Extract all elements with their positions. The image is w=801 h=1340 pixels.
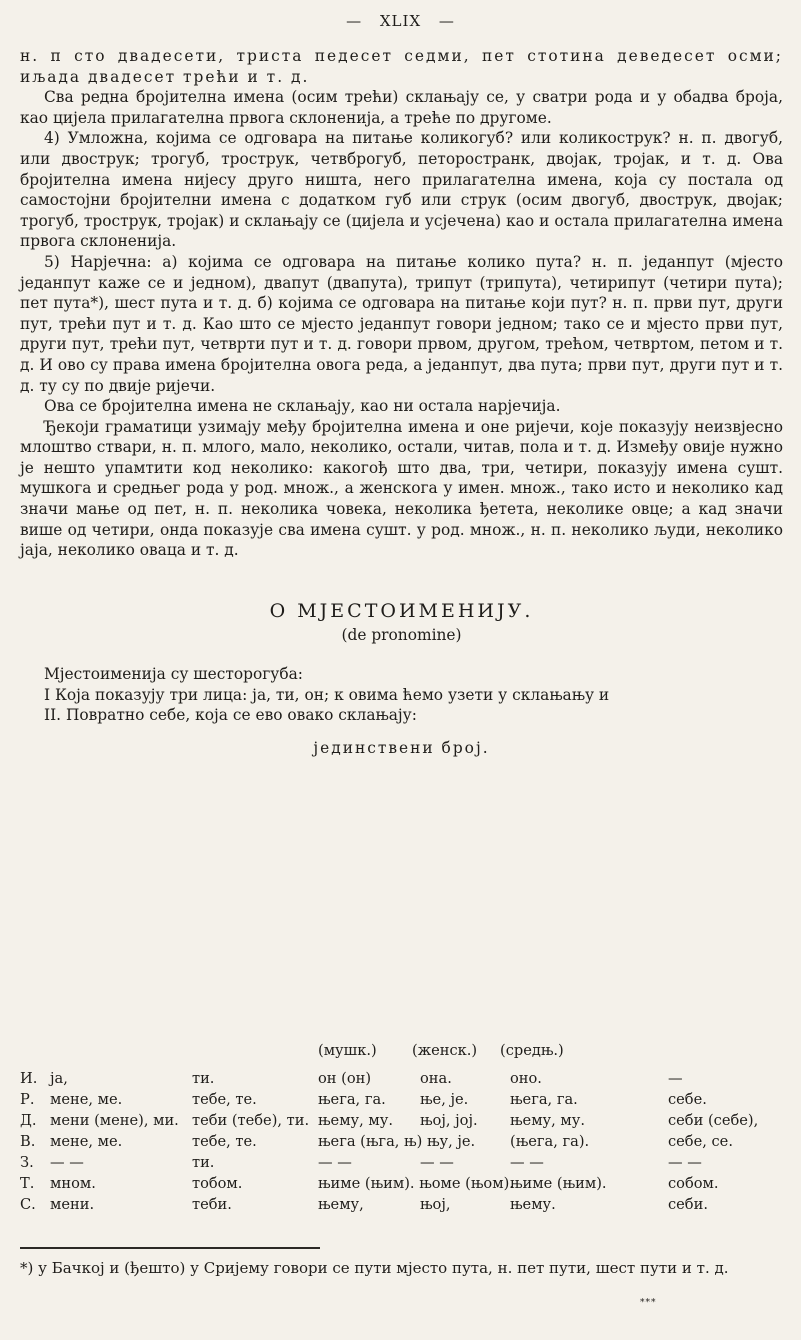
- table-row-vocative: [20, 1154, 790, 1174]
- paragraph-numbers-end: н. п сто двадесети, триста педесет седми, пет стотина деведесет осми; иљада двадесет трећи и т. д.: [20, 47, 783, 86]
- page-number: XLIX: [379, 12, 422, 30]
- feminine-form: њој,: [420, 1196, 451, 1213]
- page-header: [0, 12, 801, 30]
- paragraph-ordinal-declension: Сва редна бројителна имена (осим трећи) склањају се, у сватри рода и у обадва броја, као цијела прилагателна првога склоненија, а треће по другоме.: [20, 88, 783, 127]
- neuter-form: — —: [510, 1154, 544, 1171]
- paragraph-no-declension: Ова се бројителна имена не склањају, као ни остала нарјечија.: [44, 397, 561, 416]
- section-subtitle: (de pronomine): [341, 626, 462, 645]
- paragraph-indefinite-numbers: Ђекоји граматици узимају међу бројителна имена и оне ријечи, које показују неизвјесно млоштво ствари, н. п. млого, мало, неколико, остали, читав, пола и т. д. Између овије нужно је нешто упамтити код неколико: какогођ што два, три, четири, показују имена сушт. мушкога и средњег рода у род. множ., а женскога у имен. множ., тако исто и неколико кад значи мање од пет, н. п. неколика човека, неколика ђетета, неколике овце; а кад значи више од четири, онда показује сва имена сушт. у род. множ., н. п. неколико људи, неколико јаја, неколико оваца и т. д.: [20, 417, 783, 560]
- first-person-form: ја,: [50, 1070, 68, 1087]
- second-person-form: тебе, те.: [192, 1091, 257, 1108]
- second-person-form: ти.: [192, 1070, 215, 1087]
- footnote-mark: ***: [640, 1298, 657, 1308]
- neuter-form: њему, му.: [510, 1112, 585, 1129]
- feminine-form: она.: [420, 1070, 452, 1087]
- case-label: И.: [20, 1070, 38, 1087]
- first-person-form: мени (мене), ми.: [50, 1112, 179, 1129]
- header-neuter: (средњ.): [500, 1042, 564, 1059]
- footnote-rule: [20, 1247, 320, 1249]
- number-label: јединствени број.: [313, 738, 490, 757]
- reflexive-form: себе.: [668, 1091, 707, 1108]
- feminine-form: њој, јој.: [420, 1112, 478, 1129]
- table-row-genitive: [20, 1091, 790, 1111]
- case-label: З.: [20, 1154, 34, 1171]
- second-person-form: ти.: [192, 1154, 215, 1171]
- table-row-dative: [20, 1112, 790, 1132]
- case-label: В.: [20, 1133, 36, 1150]
- masculine-form: њему, му.: [318, 1112, 393, 1129]
- header-dash-right: —: [438, 12, 455, 30]
- neuter-form: њиме (њим).: [510, 1175, 607, 1192]
- reflexive-form: —: [668, 1070, 683, 1087]
- first-person-form: мени.: [50, 1196, 95, 1213]
- masculine-form: он (он): [318, 1070, 372, 1087]
- second-person-form: тобом.: [192, 1175, 243, 1192]
- second-person-form: теби (тебе), ти.: [192, 1112, 310, 1129]
- reflexive-form: собом.: [668, 1175, 719, 1192]
- case-label: С.: [20, 1196, 36, 1213]
- footnote: *) у Бачкој и (ђешто) у Сријему говори се пути мјесто пута, н. пет пути, шест пути и т. д.: [20, 1259, 729, 1277]
- case-label: Т.: [20, 1175, 35, 1192]
- section-intro: Мјестоименија су шесторогуба:: [44, 665, 303, 684]
- first-person-form: мном.: [50, 1175, 96, 1192]
- second-person-form: тебе, те.: [192, 1133, 257, 1150]
- feminine-form: — —: [420, 1154, 454, 1171]
- case-label: Д.: [20, 1112, 37, 1129]
- second-person-form: теби.: [192, 1196, 232, 1213]
- masculine-form: — —: [318, 1154, 352, 1171]
- table-row-instrumental: [20, 1175, 790, 1195]
- first-person-form: мене, ме.: [50, 1133, 123, 1150]
- neuter-form: оно.: [510, 1070, 542, 1087]
- table-row-nominative: [20, 1070, 790, 1090]
- neuter-form: (њега, га).: [510, 1133, 590, 1150]
- header-dash-left: —: [346, 12, 363, 30]
- first-person-form: — —: [50, 1154, 84, 1171]
- masculine-form: њему,: [318, 1196, 364, 1213]
- neuter-form: њега, га.: [510, 1091, 578, 1108]
- section-title: О МЈЕСТОИМЕНИЈУ.: [269, 599, 534, 622]
- body-text: [20, 46, 783, 768]
- paragraph-multiplicative: 4) Умложна, којима се одговара на питање коликогуб? или коликострук? н. п. двогуб, или двострук; трогуб, трострук, четвброгуб, петоространк, двојак, тројак, и т. д. Ова бројителна имена нијесу друго ништа, него прилагателна имена, која су постала од самостојни бројителни имена с додатком губ или струк (осим двогуб, двострук, двојак; трогуб, трострук, тројак) и склањају се (цијела и усјечена) као и остала прилагателна имена првога склоненија.: [20, 129, 783, 251]
- reflexive-form: себи (себе),: [668, 1112, 759, 1129]
- section-item-2: II. Повратно себе, која се ево овако склањају:: [44, 706, 417, 725]
- reflexive-form: — —: [668, 1154, 702, 1171]
- reflexive-form: себе, се.: [668, 1133, 733, 1150]
- reflexive-form: себи.: [668, 1196, 708, 1213]
- paragraph-adverbial: 5) Нарјечна: а) којима се одговара на питање колико пута? н. п. једанпут (мјесто једанпут каже се и једном), двапут (двапута), трипут (трипута), четирипут (четири пута); пет пута*), шест пута и т. д. б) којима се одговара на питање који пут? н. п. први пут, други пут, трећи пут и т. д. Као што се мјесто једанпут говори једном; тако се и мјесто први пут, други пут, трећи пут, четврти пут и т. д. говори првом, другом, трећом, четвртом, петом и т. д. И ово су права имена бројителна овога реда, а једанпут, два пута; први пут, други пут и т. д. ту су по двије ријечи.: [20, 252, 783, 395]
- masculine-form: њега, га.: [318, 1091, 386, 1108]
- neuter-form: њему.: [510, 1196, 556, 1213]
- feminine-form: ње, је.: [420, 1091, 469, 1108]
- table-row-accusative: [20, 1133, 790, 1153]
- table-row-locative: [20, 1196, 790, 1216]
- header-feminine: (женск.): [412, 1042, 478, 1059]
- masculine-feminine-form: њиме (њим). њоме (њом).: [318, 1175, 514, 1192]
- first-person-form: мене, ме.: [50, 1091, 123, 1108]
- case-label: Р.: [20, 1091, 35, 1108]
- masculine-feminine-form: њега (њга, њ) њу, је.: [318, 1133, 476, 1150]
- section-item-1: I Која показују три лица: ја, ти, он; к овима ћемо узети у склањању и: [44, 685, 610, 704]
- header-masculine: (мушк.): [318, 1042, 377, 1059]
